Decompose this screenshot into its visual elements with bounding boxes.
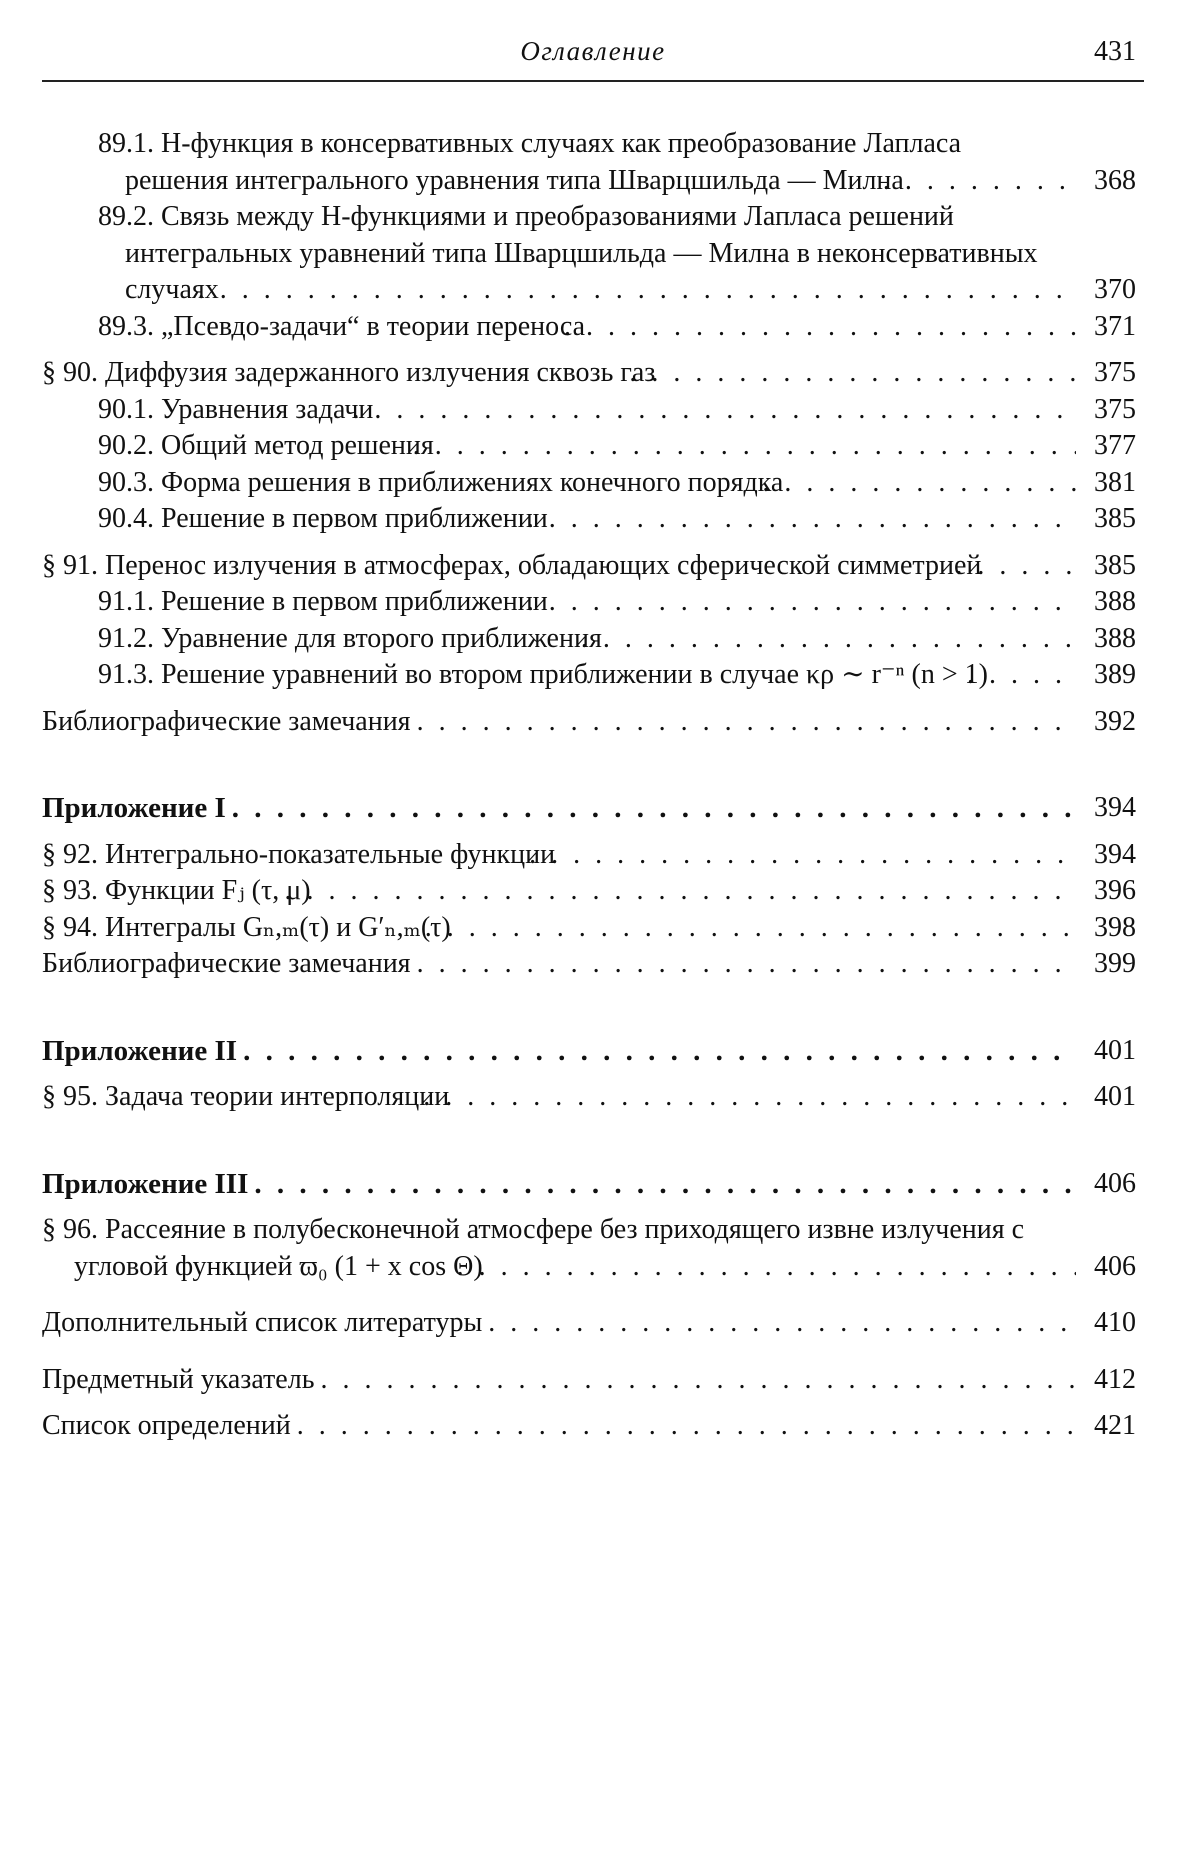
- toc-entry-page: 394: [1094, 792, 1136, 823]
- toc-entry-text: Библиографические замечания . . .: [42, 948, 411, 979]
- toc-entry-section-92[interactable]: [42, 837, 1144, 874]
- toc-entry-89-1[interactable]: [42, 126, 1144, 199]
- toc-entry-page: 377: [1094, 430, 1136, 461]
- page-number: 431: [1094, 36, 1136, 67]
- toc-entry-text: § 96. Рассеяние в полубесконечной атмосфере без приходящего извне излучения с угловой функцией ϖ₀ (1 + x cos Θ) . . .: [42, 1214, 1024, 1282]
- page-header: [42, 22, 1144, 82]
- toc-entry-page: 368: [1094, 164, 1136, 196]
- toc-entry-section-93[interactable]: [42, 873, 1144, 910]
- table-of-contents: [42, 126, 1144, 1445]
- toc-entry-text: § 93. Функции Fⱼ (τ, μ) . . .: [42, 875, 311, 906]
- toc-entry-page: 401: [1094, 1034, 1136, 1066]
- toc-entry-page: 388: [1094, 622, 1136, 654]
- toc-entry-page: 399: [1094, 948, 1136, 979]
- toc-entry-section-94[interactable]: [42, 910, 1144, 947]
- toc-entry-page: 389: [1094, 659, 1136, 690]
- toc-entry-page: 412: [1094, 1363, 1136, 1395]
- toc-entry-text: 89.2. Связь между H-функциями и преобразованиями Лапласа решений интегральных уравнений типа Шварцшильда — Милна в неконсервативных случаях . . .: [98, 201, 1038, 305]
- toc-entry-definitions-list[interactable]: [42, 1408, 1144, 1445]
- toc-entry-section-91[interactable]: [42, 548, 1144, 585]
- toc-entry-page: 371: [1094, 310, 1136, 342]
- toc-entry-90-2[interactable]: [42, 428, 1144, 465]
- toc-entry-page: 381: [1094, 466, 1136, 498]
- toc-entry-page: 388: [1094, 586, 1136, 617]
- toc-entry-page: 421: [1094, 1410, 1136, 1441]
- toc-entry-appendix-2[interactable]: [42, 1033, 1144, 1070]
- toc-entry-text: 90.1. Уравнения задачи . . .: [98, 394, 373, 425]
- toc-entry-text: § 95. Задача теории интерполяции . . .: [42, 1081, 449, 1112]
- toc-entry-page: 385: [1094, 549, 1136, 581]
- toc-entry-section-96[interactable]: [42, 1212, 1144, 1285]
- toc-entry-text: 90.4. Решение в первом приближении . . .: [98, 503, 548, 534]
- toc-entry-91-3[interactable]: [42, 657, 1144, 694]
- toc-entry-text: 89.1. H-функция в консервативных случаях как преобразование Лапласа решения интегрального уравнения типа Шварцшильда — Милна . . .: [98, 128, 961, 196]
- toc-entry-90-1[interactable]: [42, 392, 1144, 429]
- toc-entry-90-3[interactable]: [42, 465, 1144, 502]
- toc-entry-page: 398: [1094, 911, 1136, 943]
- toc-entry-bibliography-notes[interactable]: [42, 704, 1144, 741]
- toc-entry-bibliography-notes[interactable]: [42, 946, 1144, 983]
- toc-entry-91-2[interactable]: [42, 621, 1144, 658]
- toc-entry-text: § 94. Интегралы Gₙ,ₘ(τ) и G′ₙ,ₘ(τ) . . .: [42, 912, 451, 943]
- toc-entry-text: Список определений . . .: [42, 1410, 291, 1441]
- toc-entry-text: § 90. Диффузия задержанного излучения сквозь газ . . .: [42, 357, 655, 388]
- toc-entry-page: 394: [1094, 838, 1136, 870]
- toc-entry-text: Приложение III . . .: [42, 1168, 248, 1200]
- toc-entry-appendix-3[interactable]: [42, 1166, 1144, 1203]
- toc-entry-page: 385: [1094, 503, 1136, 534]
- toc-page: [42, 22, 1144, 1445]
- toc-entry-89-3[interactable]: [42, 309, 1144, 346]
- toc-entry-91-1[interactable]: [42, 584, 1144, 621]
- toc-entry-page: 401: [1094, 1081, 1136, 1112]
- toc-entry-text: Дополнительный список литературы . . .: [42, 1307, 482, 1338]
- toc-entry-text: 90.3. Форма решения в приближениях конечного порядка . . .: [98, 467, 783, 498]
- toc-entry-text: Приложение II . . .: [42, 1035, 237, 1067]
- toc-entry-text: § 91. Перенос излучения в атмосферах, обладающих сферической симметрией . . .: [42, 550, 981, 581]
- toc-entry-89-2[interactable]: [42, 199, 1144, 309]
- toc-entry-90-4[interactable]: [42, 501, 1144, 538]
- toc-entry-page: 410: [1094, 1307, 1136, 1338]
- toc-entry-appendix-1[interactable]: [42, 790, 1144, 827]
- toc-entry-text: § 92. Интегрально-показательные функции . . .: [42, 839, 555, 870]
- toc-entry-text: Предметный указатель . . .: [42, 1364, 314, 1395]
- toc-entry-section-90[interactable]: [42, 355, 1144, 392]
- toc-entry-text: 89.3. „Псевдо-задачи“ в теории переноса . . .: [98, 311, 585, 342]
- toc-entry-text: Приложение I . . .: [42, 792, 226, 824]
- running-title: Оглавление: [520, 36, 666, 66]
- toc-entry-section-95[interactable]: [42, 1079, 1144, 1116]
- toc-entry-page: 375: [1094, 357, 1136, 388]
- toc-entry-page: 396: [1094, 875, 1136, 906]
- toc-entry-text: 91.3. Решение уравнений во втором приближении в случае κρ ∼ r⁻ⁿ (n > 1) . . .: [98, 659, 988, 690]
- toc-entry-page: 406: [1094, 1250, 1136, 1282]
- toc-entry-text: Библиографические замечания . . .: [42, 706, 411, 737]
- toc-entry-text: 91.2. Уравнение для второго приближения . . .: [98, 623, 602, 654]
- toc-entry-page: 406: [1094, 1167, 1136, 1199]
- toc-entry-page: 370: [1094, 274, 1136, 305]
- toc-entry-text: 91.1. Решение в первом приближении . . .: [98, 586, 548, 617]
- toc-entry-additional-references[interactable]: [42, 1305, 1144, 1342]
- toc-entry-text: 90.2. Общий метод решения . . .: [98, 430, 434, 461]
- toc-entry-page: 392: [1094, 705, 1136, 737]
- toc-entry-subject-index[interactable]: [42, 1362, 1144, 1399]
- toc-entry-page: 375: [1094, 393, 1136, 425]
